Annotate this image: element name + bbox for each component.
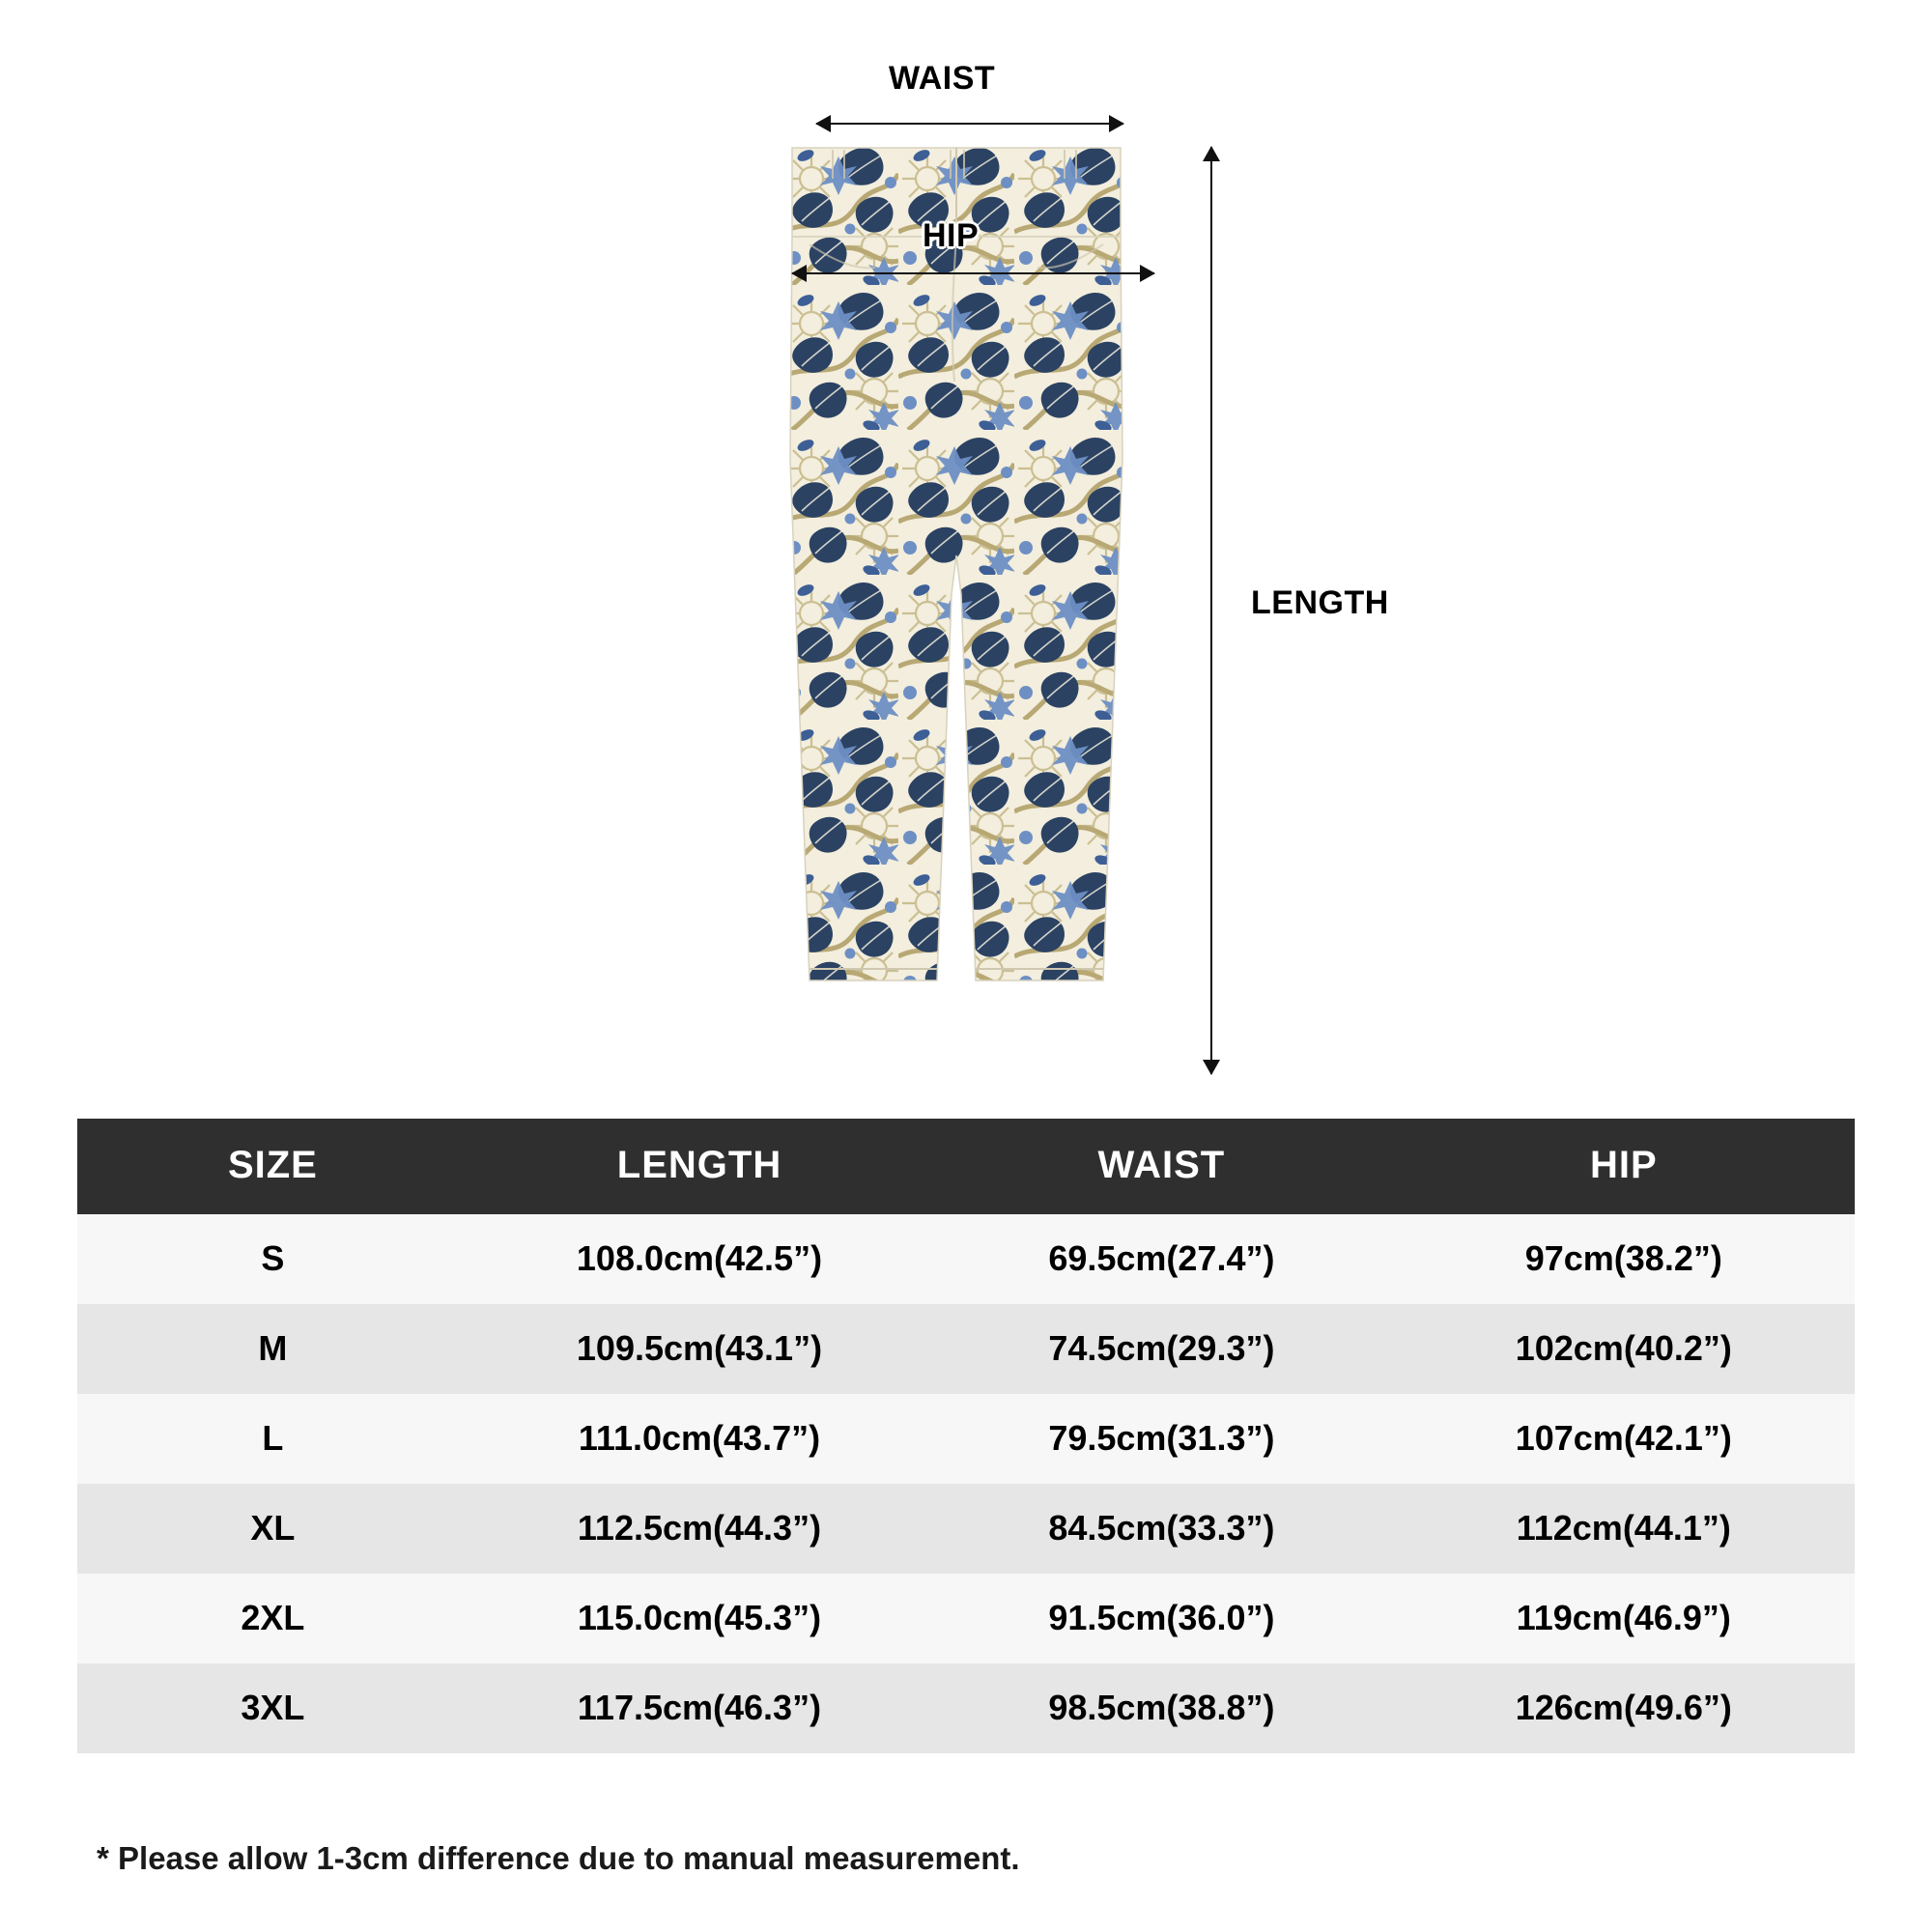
size-table: [77, 1119, 1855, 1753]
size-table-wrapper: [77, 1119, 1855, 1753]
table-head: [77, 1119, 1855, 1214]
header-length: LENGTH: [469, 1119, 930, 1214]
header-hip: HIP: [1393, 1119, 1855, 1214]
hip-label: HIP: [923, 217, 980, 254]
cell-size: M: [258, 1328, 288, 1368]
cell-length: 112.5cm(44.3”): [577, 1508, 822, 1548]
cell-hip: 126cm(49.6”): [1515, 1688, 1732, 1727]
table-row: [77, 1394, 1855, 1484]
cell-waist: 69.5cm(27.4”): [1048, 1238, 1275, 1278]
pants-illustration: [782, 140, 1130, 1067]
hip-measure-arrow: [792, 272, 1154, 274]
cell-hip: 112cm(44.1”): [1516, 1508, 1731, 1548]
table-row: [77, 1574, 1855, 1663]
table-body: [77, 1214, 1855, 1753]
waist-measure-arrow: [816, 123, 1123, 125]
cell-hip: 102cm(40.2”): [1515, 1328, 1732, 1368]
cell-size: L: [262, 1418, 284, 1458]
cell-waist: 91.5cm(36.0”): [1048, 1598, 1275, 1637]
cell-size: S: [261, 1238, 285, 1278]
header-waist: WAIST: [930, 1119, 1392, 1214]
table-row: [77, 1304, 1855, 1394]
cell-size: 2XL: [241, 1598, 305, 1637]
cell-hip: 119cm(46.9”): [1516, 1598, 1731, 1637]
cell-length: 111.0cm(43.7”): [578, 1418, 821, 1458]
waist-label: WAIST: [889, 60, 996, 97]
table-header-row: [77, 1119, 1855, 1214]
cell-size: 3XL: [241, 1688, 305, 1727]
cell-size: XL: [250, 1508, 296, 1548]
cell-length: 115.0cm(45.3”): [577, 1598, 822, 1637]
length-label: LENGTH: [1251, 584, 1389, 621]
table-row: [77, 1663, 1855, 1753]
cell-length: 117.5cm(46.3”): [577, 1688, 822, 1727]
cell-waist: 84.5cm(33.3”): [1048, 1508, 1275, 1548]
cell-hip: 97cm(38.2”): [1524, 1238, 1722, 1278]
table-row: [77, 1484, 1855, 1574]
table-row: [77, 1214, 1855, 1304]
cell-length: 108.0cm(42.5”): [576, 1238, 823, 1278]
length-measure-arrow: [1210, 147, 1212, 1074]
cell-waist: 98.5cm(38.8”): [1048, 1688, 1275, 1727]
cell-waist: 79.5cm(31.3”): [1048, 1418, 1275, 1458]
cell-hip: 107cm(42.1”): [1515, 1418, 1732, 1458]
measurement-note: * Please allow 1-3cm difference due to manual measurement.: [97, 1840, 1020, 1876]
header-size: SIZE: [77, 1119, 469, 1214]
cell-length: 109.5cm(43.1”): [576, 1328, 823, 1368]
cell-waist: 74.5cm(29.3”): [1048, 1328, 1275, 1368]
